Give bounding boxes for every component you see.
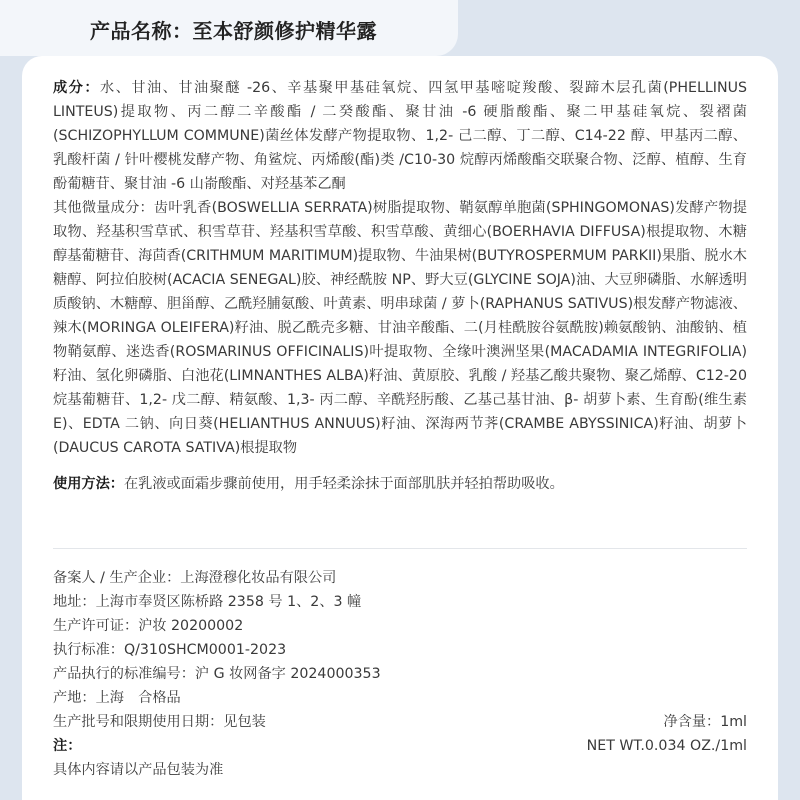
ingredients-text: 水、甘油、甘油聚醚 -26、辛基聚甲基硅氧烷、四氢甲基嘧啶羧酸、裂蹄木层孔菌(PHELLINUS LINTEUS)提取物、丙二醇二辛酸酯 / 二癸酸酯、聚甘油 -6 硬脂酸酯、聚二甲基硅氧烷、裂褶菌(SCHIZOPHYLLUM COMMUNE)菌丝体发酵产物提取物、1,2- 己二醇、丁二醇、C14-22 醇、甲基丙二醇、乳酸杆菌 / 针叶樱桃发酵产物、角鲨烷、丙烯酸(酯)类 /C10-30 烷醇丙烯酸酯交联聚合物、泛醇、植醇、生育酚葡糖苷、聚甘油 -6 山嵛酸酯、对羟基苯乙酮 <box>53 80 747 192</box>
standard-no-text: 产品执行的标准编号：沪 G 妆网备字 2024000353 <box>53 666 381 682</box>
address-text: 地址：上海市奉贤区陈桥路 2358 号 1、2、3 幢 <box>53 594 362 610</box>
note <box>53 734 223 782</box>
filer-text: 备案人 / 生产企业：上海澄穆化妆品有限公司 <box>53 570 337 586</box>
product-info <box>53 566 747 782</box>
info-row-standard-no <box>53 662 747 686</box>
usage-text: 在乳液或面霜步骤前使用，用手轻柔涂抹于面部肌肤并轻拍帮助吸收。 <box>123 476 564 492</box>
title-bar <box>0 0 458 56</box>
usage-label: 使用方法： <box>53 476 124 492</box>
info-row-address <box>53 590 747 614</box>
origin-text: 产地：上海 合格品 <box>53 690 181 706</box>
info-row-batch <box>53 710 747 734</box>
info-row-standard <box>53 638 747 662</box>
net-content-text: 净含量：1ml <box>663 714 747 730</box>
info-row-filer <box>53 566 747 590</box>
minor-ingredients-paragraph <box>53 196 747 460</box>
license-text: 生产许可证：沪妆 20200002 <box>53 618 244 634</box>
info-row-origin <box>53 686 747 710</box>
ingredients-paragraph <box>53 76 747 196</box>
info-row-license <box>53 614 747 638</box>
info-row-note <box>53 734 747 782</box>
product-name-title: 产品名称：至本舒颜修护精华露 <box>90 19 377 43</box>
ingredients-label: 成分： <box>53 80 100 96</box>
minor-ingredients-text: 齿叶乳香(BOSWELLIA SERRATA)树脂提取物、鞘氨醇单胞菌(SPHINGOMONAS)发酵产物提取物、羟基积雪草甙、积雪草苷、羟基积雪草酸、积雪草酸、黄细心(BOERHAVIA DIFFUSA)根提取物、木糖醇基葡糖苷、海茴香(CRITHMUM MARITIMUM)提取物、牛油果树(BUTYROSPERMUM PARKII)果脂、脱水木糖醇、阿拉伯胶树(ACACIA SENEGAL)胶、神经酰胺 NP、野大豆(GLYCINE SOJA)油、大豆卵磷脂、水解透明质酸钠、木糖醇、胆甾醇、乙酰羟脯氨酸、叶黄素、明串球菌 / 萝卜(RAPHANUS SATIVUS)根发酵产物滤液、辣木(MORINGA OLEIFERA)籽油、脱乙酰壳多糖、甘油辛酸酯、二(月桂酰胺谷氨酰胺)赖氨酸钠、油酸钠、植物鞘氨醇、迷迭香(ROSMARINUS OFFICINALIS)叶提取物、全缘叶澳洲坚果(MACADAMIA INTEGRIFOLIA)籽油、氢化卵磷脂、白池花(LIMNANTHES ALBA)籽油、黄原胶、乳酸 / 羟基乙酸共聚物、聚乙烯醇、C12-20 烷基葡糖苷、1,2- 戊二醇、精氨酸、1,3- 丙二醇、辛酰羟肟酸、乙基己基甘油、β- 胡萝卜素、生育酚(维生素 E)、EDTA 二钠、向日葵(HELIANTHUS ANNUUS)籽油、深海两节荠(CRAMBE ABYSSINICA)籽油、胡萝卜(DAUCUS CAROTA SATIVA)根提取物 <box>53 200 747 456</box>
usage-paragraph <box>53 472 747 496</box>
section-divider <box>53 548 747 549</box>
note-label: 注： <box>53 738 82 754</box>
minor-ingredients-label: 其他微量成分： <box>53 200 154 216</box>
net-weight-text: NET WT.0.034 OZ./1ml <box>586 738 747 754</box>
standard-text: 执行标准：Q/310SHCM0001-2023 <box>53 642 287 658</box>
note-text: 具体内容请以产品包装为准 <box>53 762 224 778</box>
batch-text: 生产批号和限期使用日期：见包装 <box>53 714 266 730</box>
product-details <box>53 76 747 496</box>
